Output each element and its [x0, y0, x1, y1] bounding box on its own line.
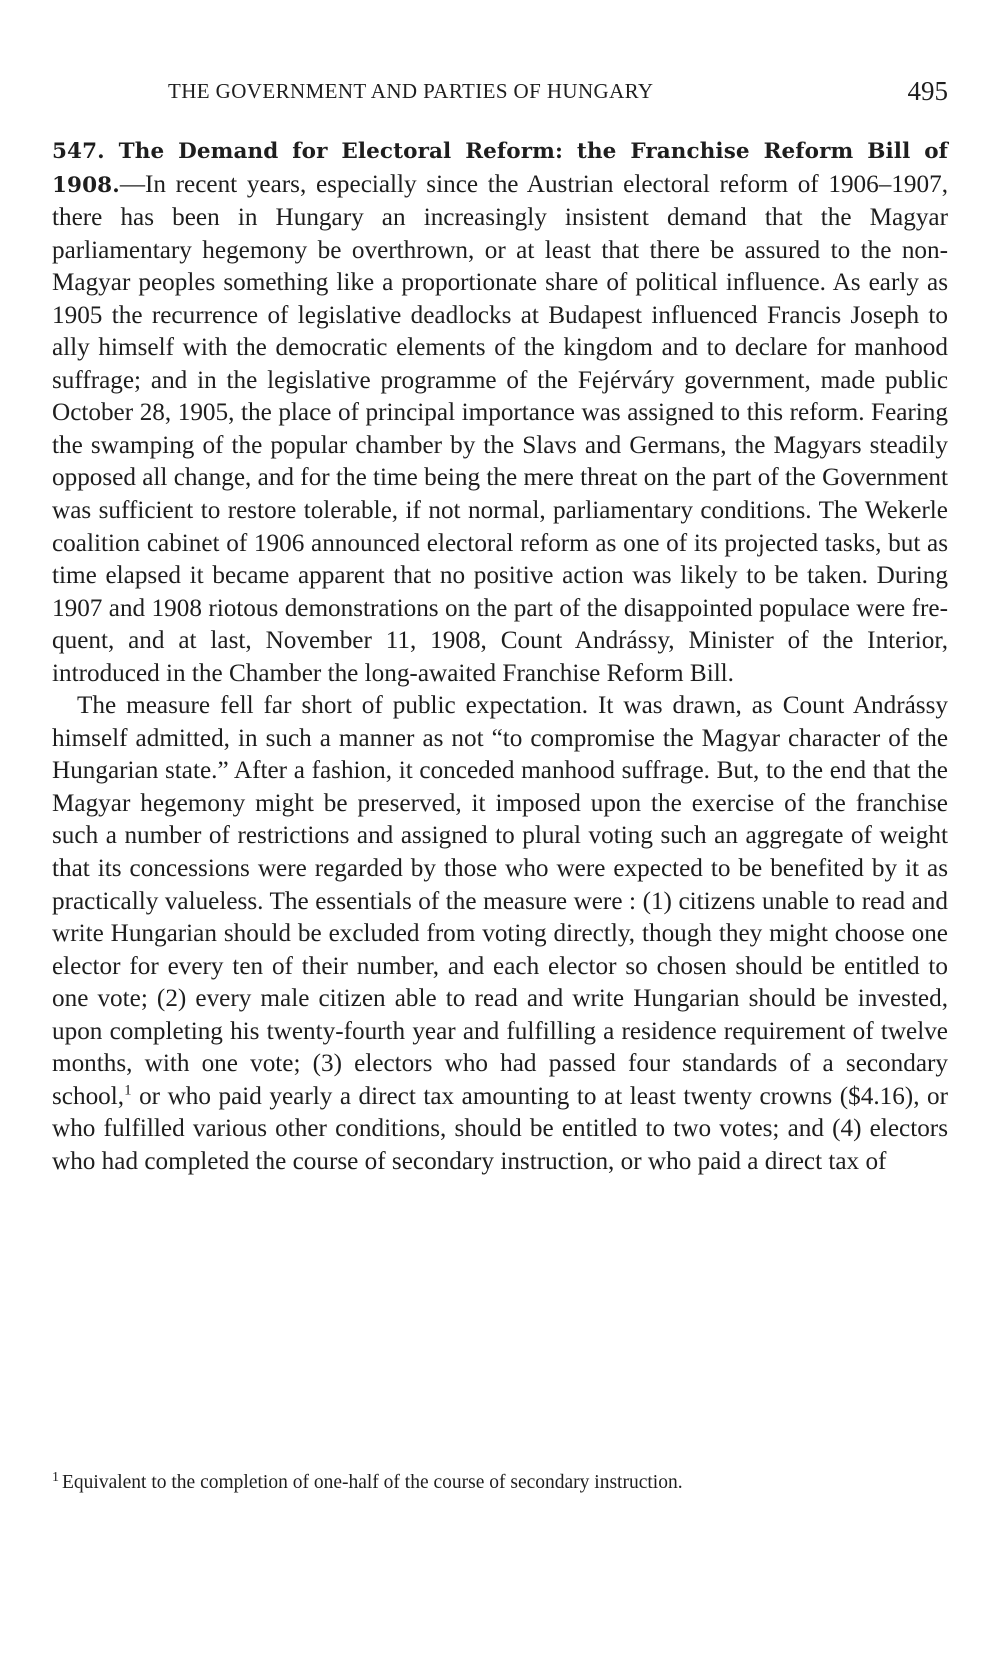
- section-title: The Demand for Electoral Reform: the Franchise Reform Bill of 1908.: [52, 139, 948, 198]
- footnote-text: Equivalent to the completion of one-half of the course of secondary instruction.: [62, 1472, 683, 1493]
- paragraph-1: [52, 135, 948, 690]
- paragraph-2: [52, 690, 948, 1178]
- book-page: [52, 0, 948, 1663]
- paragraph-2-text-end: or who paid yearly a direct tax amounting to at least twenty crowns ($4.16), or who fulfilled various other conditions, should be entitled to two votes; and (4) electors who had completed the course of secondary instruction, or who paid a direct tax of: [52, 1082, 948, 1175]
- paragraph-1-text: —In recent years, especially since the Austrian electoral reform of 1906–1907, there has been in Hungary an increasingly insistent demand that the Magyar parliamentary hegemony be overthrown, or at least that there be assured to the non-Magyar peoples something like a proportionate share of political influence. As early as 1905 the recurrence of legislative deadlocks at Budapest influenced Francis Joseph to ally himself with the democratic elements of the kingdom and to declare for manhood suffrage; and in the legislative programme of the Fejérváry government, made public October 28, 1905, the place of principal importance was assigned to this reform. Fearing the swamping of the popular chamber by the Slavs and Germans, the Magyars steadily opposed all change, and for the time being the mere threat on the part of the Government was sufficient to restore tolerable, if not normal, parliamentary conditions. The Wekerle coalition cabinet of 1906 announced electoral reform as one of its projected tasks, but as time elapsed it became apparent that no positive action was likely to be taken. During 1907 and 1908 riotous demonstrations on the part of the disappointed populace were frequent, and at last, November 11, 1908, Count Andrássy, Minister of the Interior, introduced in the Chamber the long-awaited Franchise Reform Bill.: [52, 170, 948, 687]
- running-title: THE GOVERNMENT AND PARTIES OF HUNGARY: [168, 79, 654, 103]
- page-number: 495: [907, 76, 948, 106]
- body-text: [52, 135, 948, 1179]
- section-number: 547.: [52, 139, 105, 164]
- footnote-reference: 1: [124, 1082, 132, 1099]
- footnote: [52, 1470, 948, 1496]
- footnote-mark: 1: [52, 1469, 59, 1485]
- running-head: [52, 76, 948, 116]
- paragraph-2-text-start: The measure fell far short of public expectation. It was drawn, as Count Andrássy himself admitted, in such a manner as not “to compromise the Magyar character of the Hungarian state.” After a fashion, it conceded manhood suffrage. But, to the end that the Magyar hegemony might be preserved, it imposed upon the exercise of the franchise such a number of restrictions and assigned to plural voting such an aggregate of weight that its concessions were regarded by those who were expected to be benefited by it as practically valueless. The essentials of the measure were : (1) citizens unable to read and write Hungarian should be excluded from voting directly, though they might choose one elector for every ten of their number, and each elector so chosen should be entitled to one vote; (2) every male citizen able to read and write Hungarian should be invested, upon completing his twenty-fourth year and fulfilling a residence requirement of twelve months, with one vote; (3) electors who had passed four standards of a secondary school,: [52, 692, 948, 1110]
